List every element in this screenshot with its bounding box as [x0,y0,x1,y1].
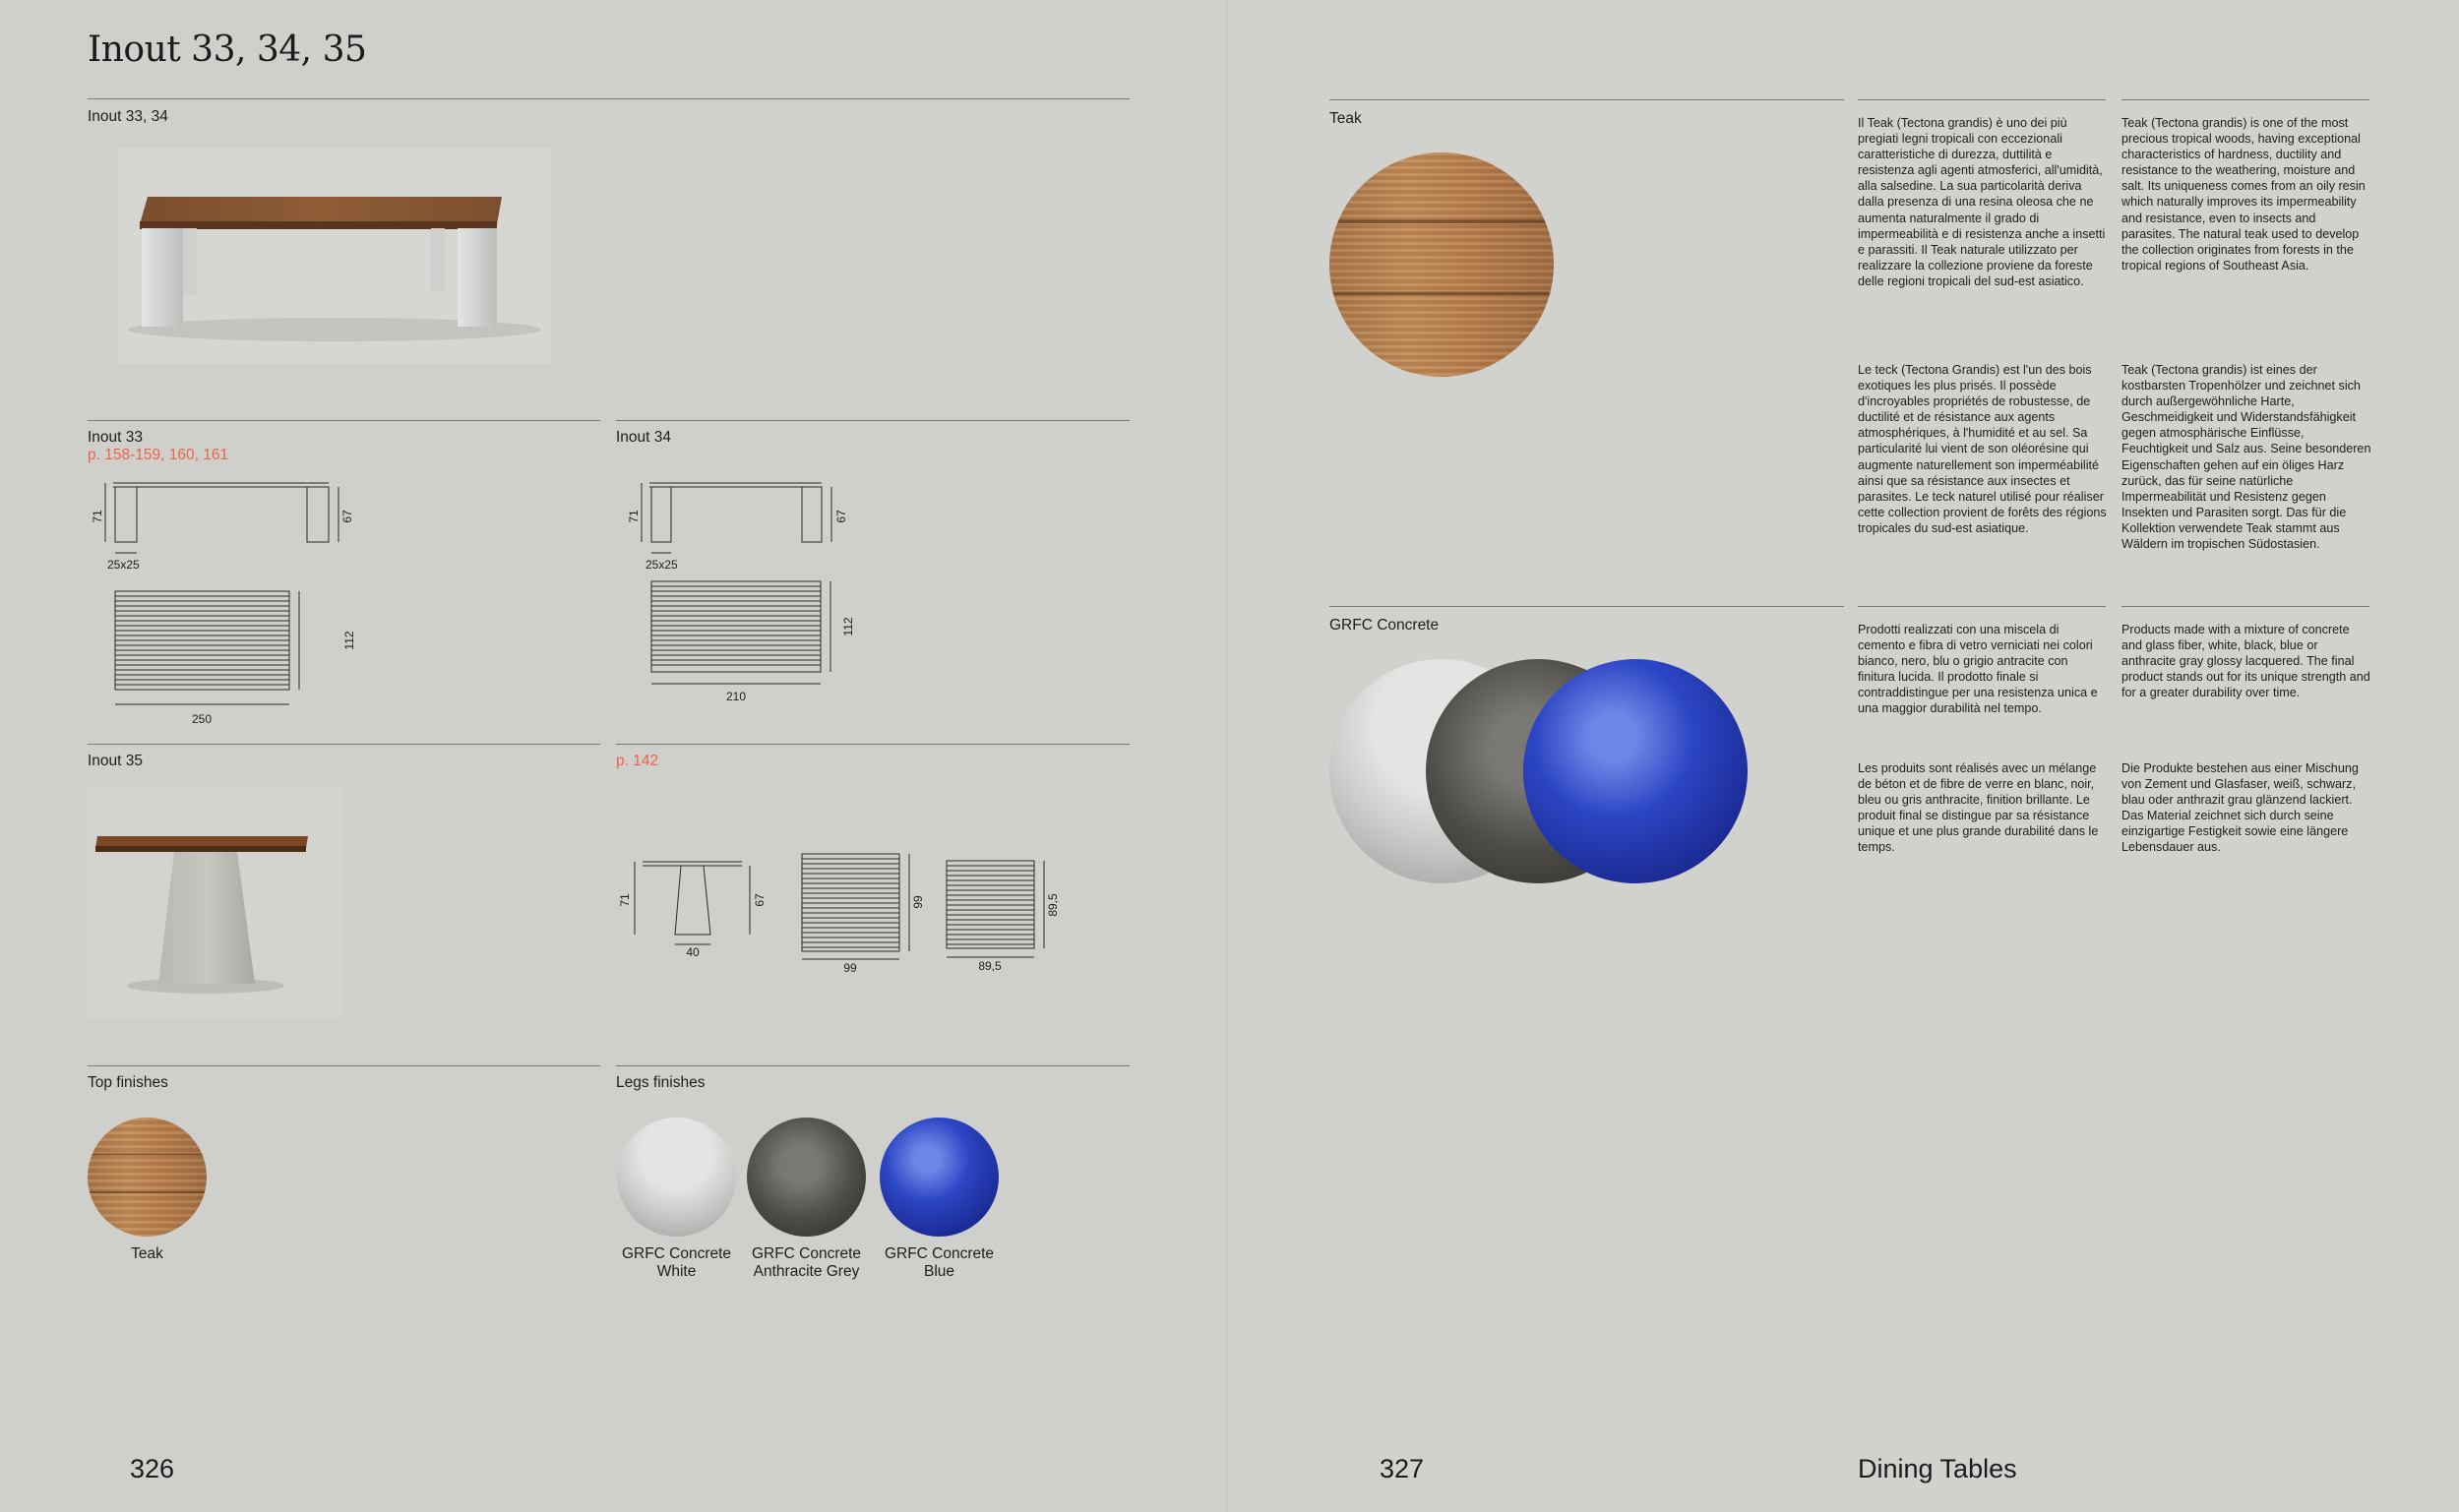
top-finishes-label: Top finishes [88,1074,168,1091]
grfc-text-english: Products made with a mixture of concrete and glass fiber, white, black, blue or anthracite gray glossy lacquered. The final product stands out for its unique strength and for a greater durability over time. [2121,623,2370,700]
inout-33-label: Inout 33 [88,429,144,446]
left-page [0,0,1228,1512]
section-label-inout-33-34: Inout 33, 34 [88,108,168,125]
rule-grfc-en [2121,606,2369,607]
teak-material-swatch [1329,152,1554,377]
swatch-grfc-blue-line2: Blue [923,1263,955,1280]
inout-35-dim-base: 40 [686,945,700,959]
legs-finishes-label: Legs finishes [616,1074,706,1091]
swatch-grfc-anthracite-caption [732,1245,881,1281]
page-number-right: 327 [1380,1454,1425,1483]
swatch-grfc-blue-line1: GRFC Concrete [884,1245,995,1262]
teak-material-label: Teak [1329,110,1362,127]
swatch-grfc-anthracite[interactable] [747,1118,866,1237]
inout-33-page-ref[interactable]: p. 158-159, 160, 161 [88,447,229,463]
inout-34-dim-leg: 25x25 [645,558,678,572]
rule-inout-34 [616,420,1130,421]
rule-teak-image [1329,99,1844,100]
rule-teak-it [1858,99,2106,100]
page-title: Inout 33, 34, 35 [88,30,367,70]
swatch-grfc-white[interactable] [617,1118,736,1237]
rule-inout-35 [88,744,600,745]
inout-35-page-ref[interactable]: p. 142 [616,753,659,769]
inout-35-dim-height-outer: 71 [618,893,632,907]
swatch-grfc-white-line2: White [656,1263,697,1280]
inout-33-34-photo [118,148,551,364]
grfc-text-german: Die Produkte bestehen aus einer Mischung von Zement und Glasfaser, weiß, schwarz, blau oder anthrazit grau glänzend lackiert. Das Material zeichnet sich durch seine einzigartige Festigkeit sowie eine längere Lebensdauer aus. [2121,761,2359,855]
inout-33-technical-drawing [88,472,383,728]
section-title: Dining Tables [1858,1454,2017,1483]
swatch-grfc-blue-caption [870,1245,1009,1281]
page-number-left: 326 [130,1454,175,1483]
inout-35-label: Inout 35 [88,753,144,769]
swatch-grfc-anthracite-line2: Anthracite Grey [753,1263,860,1280]
inout-34-technical-drawing [616,472,911,708]
inout-35-dim-height-inner: 67 [753,893,767,907]
grfc-blue-swatch [1523,659,1748,883]
inout-35-photo [88,787,343,1018]
inout-34-dim-depth: 112 [841,617,855,636]
inout-35-dim-top-a-side: 99 [911,895,925,909]
inout-34-label: Inout 34 [616,429,672,446]
title-rule [88,98,1130,99]
teak-text-italian: Il Teak (Tectona grandis) è uno dei più pregiati legni tropicali con eccezionali caratteristiche di durezza, duttilità e resistenza agli agenti atmosferici, all'umidità, alla salsedine. La sua particolarità deriva dalla presenza di una resina oleosa che ne aumenta naturalmente il grado di impermeabilità e di resistenza anche a insetti e parassiti. Il Teak naturale utilizzato per realizzare la collezione proviene da foreste delle regioni tropicali del sud-est asiatico. [1858,116,2106,288]
swatch-teak-caption: Teak [131,1245,163,1262]
rule-legs-finishes [616,1065,1130,1066]
rule-grfc-image [1329,606,1844,607]
teak-text-french: Le teck (Tectona Grandis) est l'un des bois exotiques les plus prisés. Il possède d'incroyables propriétés de robustesse, de ductilité et de résistance aux agents atmosphériques, à l'humidité et au sel. Sa particularité lui vient de son oléorésine qui augmente naturellement son imperméabilité ainsi que sa résistance aux insectes et parasites. Le teck naturel utilisé pour réaliser cette collection provient de forêts des régions tropicales du sud-est asiatique. [1858,363,2107,535]
swatch-grfc-white-caption [607,1245,746,1281]
inout-34-dim-length: 210 [725,690,747,703]
rule-grfc-it [1858,606,2106,607]
inout-35-dim-top-a: 99 [843,961,857,975]
rule-top-finishes [88,1065,600,1066]
swatch-grfc-blue[interactable] [880,1118,999,1237]
right-page [1228,0,2459,1512]
inout-33-dim-height-inner: 67 [340,510,354,523]
teak-text-english: Teak (Tectona grandis) is one of the most precious tropical woods, having exceptional characteristics of hardness, ductility and resistance to the weathering, moisture and salt. Its uniqueness comes from an oily resin which naturally improves its impermeability and resistance, even to insects and parasites. The natural teak used to develop the collection originates from forests in the tropical regions of Southeast Asia. [2121,116,2366,272]
swatch-grfc-anthracite-line1: GRFC Concrete [751,1245,862,1262]
rule-inout-35-drawing [616,744,1130,745]
inout-35-dim-top-b-side: 89,5 [1046,893,1060,917]
grfc-material-label: GRFC Concrete [1329,617,1440,634]
grfc-text-french: Les produits sont réalisés avec un mélange de béton et de fibre de verre en blanc, noir, bleu ou gris anthracite, finition brillante. Le produit final se distingue par sa résistance unique et une plus grande durabilité dans le temps. [1858,761,2099,855]
inout-33-dim-length: 250 [191,712,213,726]
rule-inout-33 [88,420,600,421]
inout-33-dim-leg: 25x25 [107,558,140,572]
grfc-text-italian: Prodotti realizzati con una miscela di cemento e fibra di vetro verniciati nei colori bianco, nero, blu o grigio antracite con finitura lucida. Il prodotto finale si contraddistingue per una resistenza unica e una maggior durabilità nel tempo. [1858,623,2098,716]
inout-34-dim-height-outer: 71 [627,510,641,523]
inout-33-dim-height-outer: 71 [91,510,104,523]
inout-34-dim-height-inner: 67 [834,510,848,523]
rule-teak-en [2121,99,2369,100]
inout-33-dim-depth: 112 [342,631,356,650]
inout-35-technical-drawing [616,846,1078,984]
swatch-teak-top[interactable] [88,1118,207,1237]
swatch-grfc-white-line1: GRFC Concrete [621,1245,732,1262]
teak-text-german: Teak (Tectona grandis) ist eines der kostbarsten Tropenhölzer und zeichnet sich durch außergewöhnliche Harte, Geschmeidigkeit und Widerstandsfähigkeit gegen atmosphärische Einflüsse, Feuchtigkeit und Salz aus. Seine besonderen Eigenschaften gehen auf ein öliges Harz zurück, das für seine natürliche Impermeabilität und Resistenz gegen Insekten und Parasiten sorgt. Das für die Kollektion verwendete Teak stammt aus Wäldern im tropischen Südostasien. [2121,363,2371,552]
inout-35-dim-top-b: 89,5 [978,959,1002,973]
